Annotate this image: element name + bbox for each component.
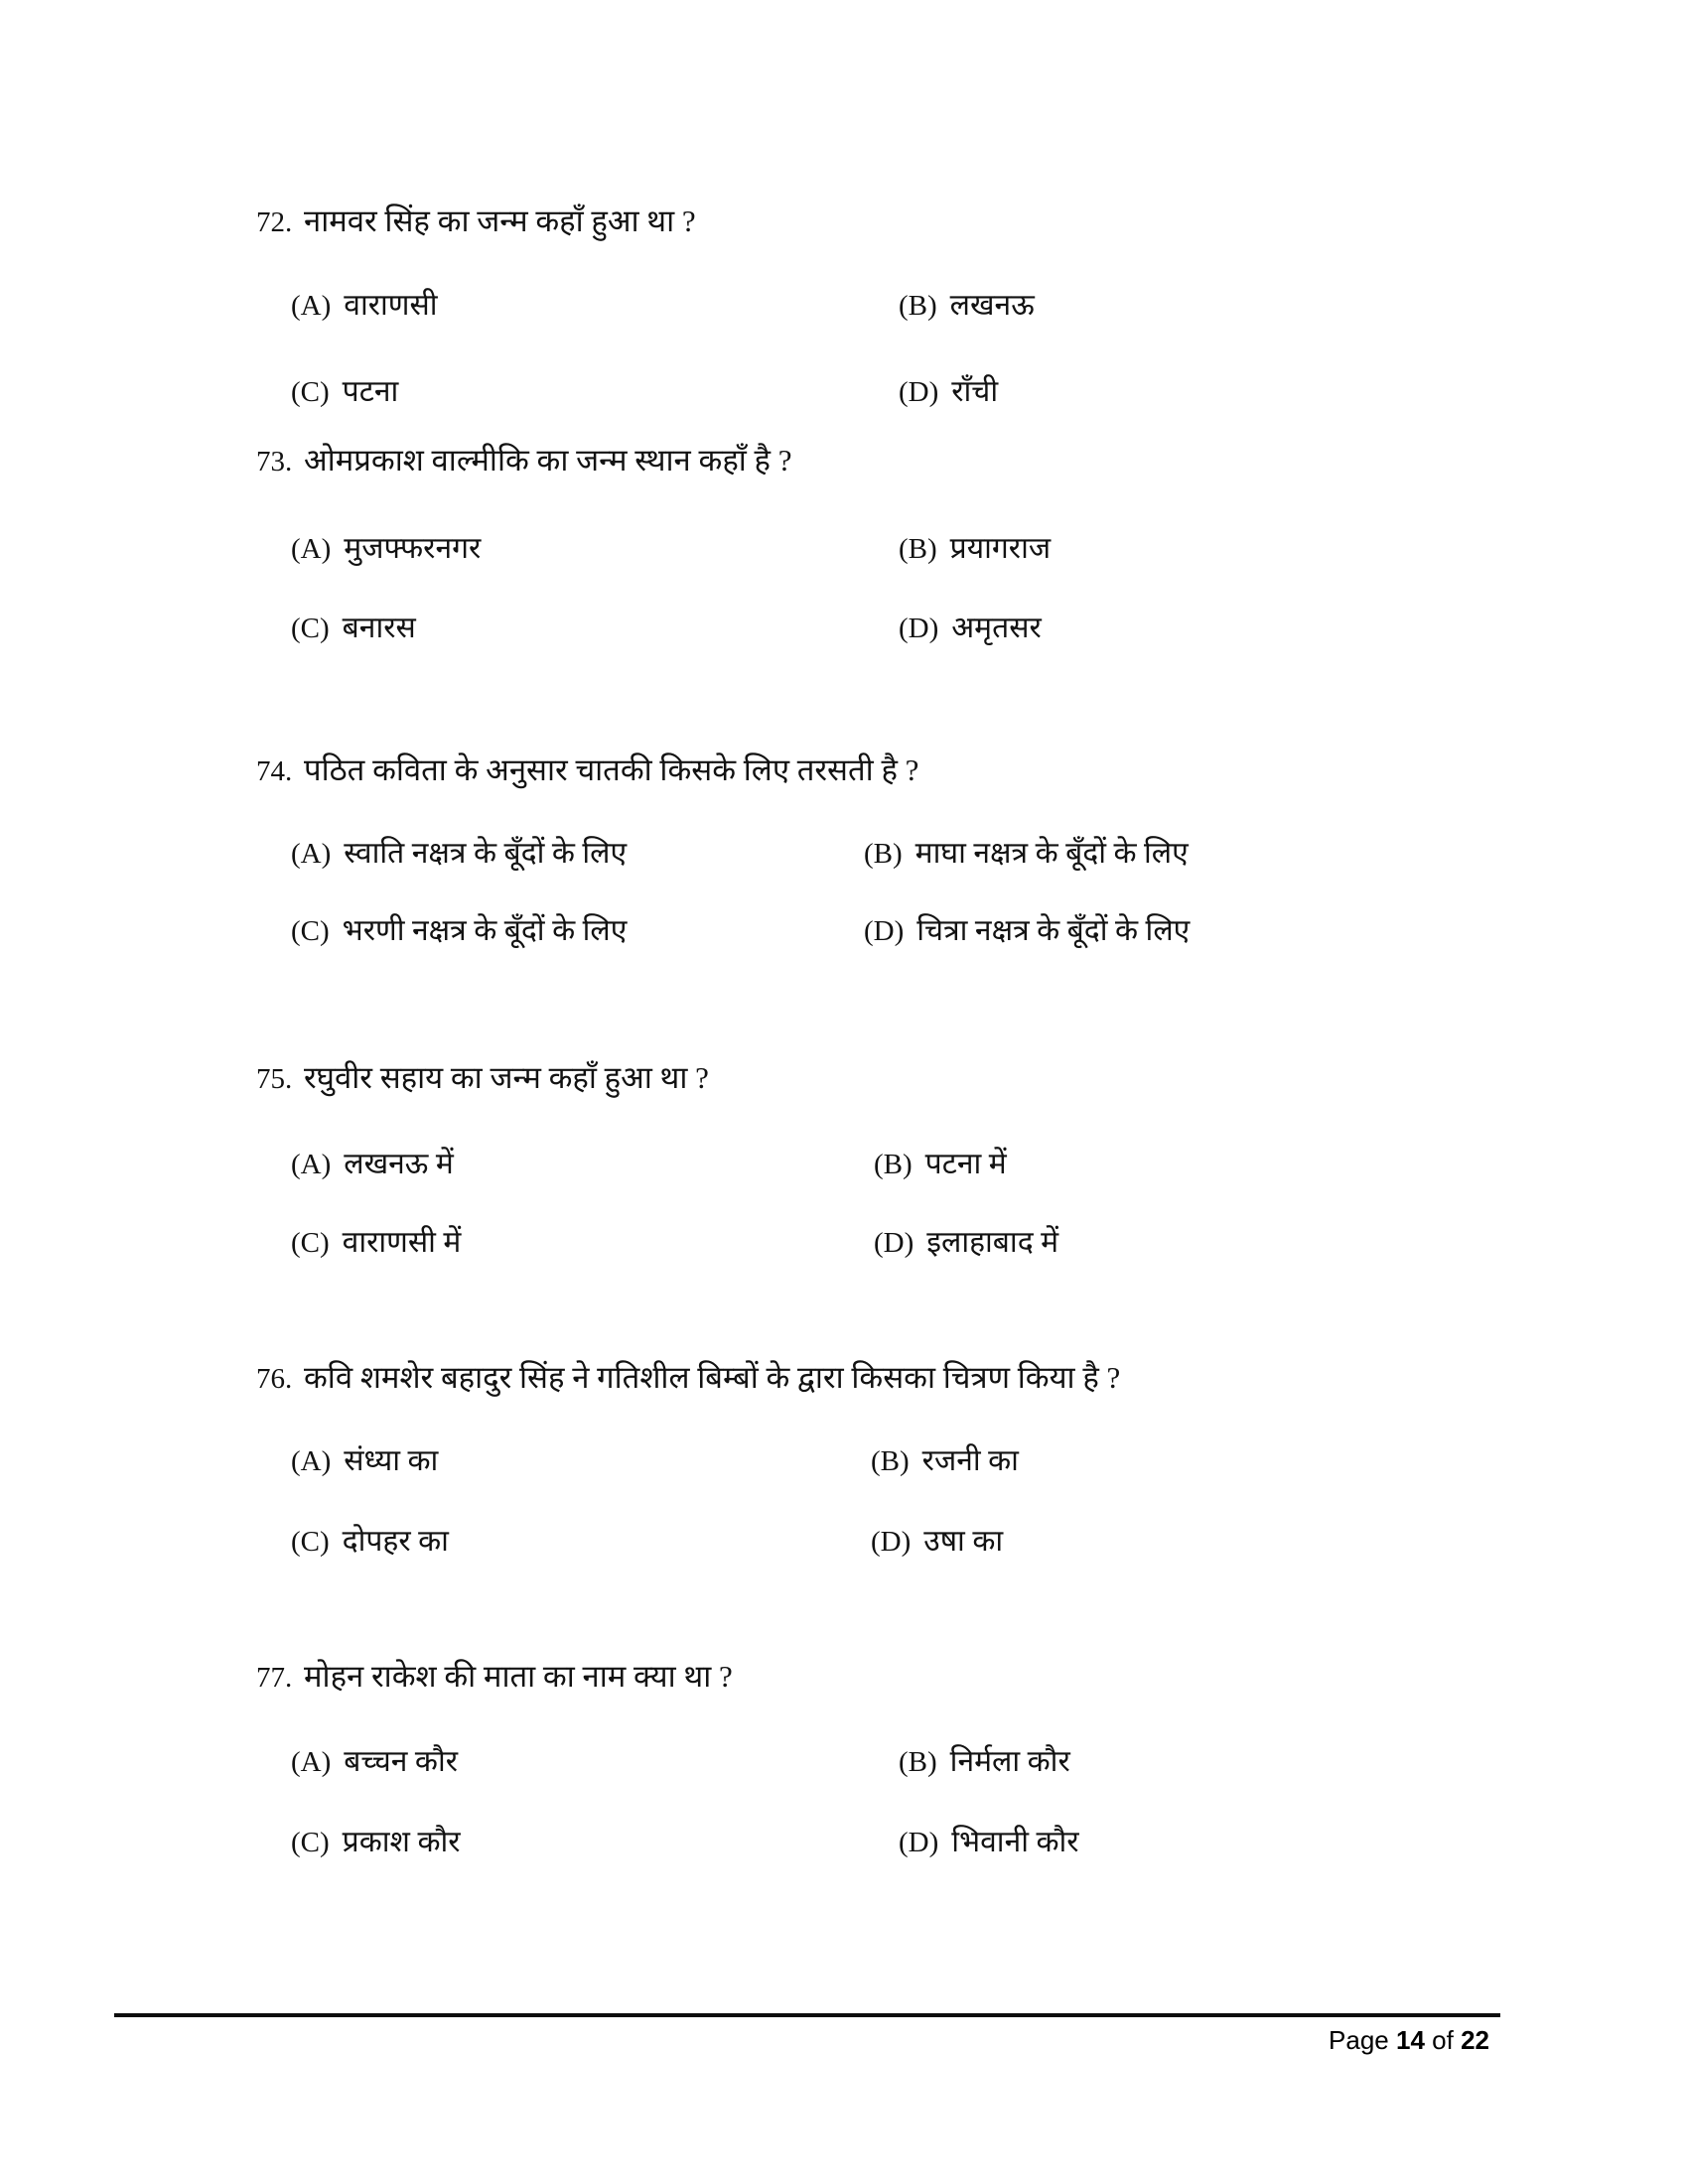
option-label: (B) [899, 290, 937, 322]
option-item [899, 375, 998, 409]
option-item [291, 1444, 438, 1478]
option-text: दोपहर का [342, 1525, 449, 1558]
question-line [256, 1659, 733, 1696]
option-item [291, 1226, 461, 1260]
option-text: संध्या का [344, 1444, 439, 1477]
option-text: उषा का [923, 1525, 1004, 1558]
option-label: (B) [899, 1746, 937, 1778]
option-item [899, 612, 1042, 645]
footer-of-label: of [1432, 2025, 1454, 2055]
option-item [291, 289, 438, 323]
option-item [899, 1745, 1070, 1779]
question-number: 75. [256, 1063, 293, 1095]
option-label: (A) [291, 290, 332, 322]
option-item [899, 1826, 1079, 1859]
option-item [291, 914, 627, 948]
option-item [291, 375, 398, 409]
question-number: 72. [256, 206, 293, 238]
option-text: भिवानी कौर [951, 1826, 1079, 1858]
option-text: चित्रा नक्षत्र के बूँदों के लिए [916, 914, 1191, 947]
option-text: अमृतसर [951, 612, 1042, 644]
option-text: पटना में [924, 1148, 1007, 1180]
page-footer [114, 2025, 1489, 2055]
option-text: वाराणसी [344, 289, 438, 322]
option-label: (A) [291, 1746, 332, 1778]
option-item [291, 532, 481, 566]
footer-total-pages: 22 [1461, 2025, 1489, 2055]
option-text: प्रकाश कौर [342, 1826, 461, 1858]
question-line [256, 1060, 709, 1097]
option-item [871, 1525, 1003, 1559]
option-label: (A) [291, 1445, 332, 1477]
option-text: लखनऊ में [344, 1148, 454, 1180]
option-item [874, 1226, 1058, 1260]
option-text: राँची [951, 375, 999, 408]
option-text: वाराणसी में [342, 1226, 462, 1259]
option-text: निर्मला कौर [949, 1745, 1070, 1778]
option-item [291, 1148, 454, 1181]
question-text: ओमप्रकाश वाल्मीकि का जन्म स्थान कहाँ है ? [304, 443, 792, 478]
option-label: (C) [291, 1526, 330, 1558]
option-text: बच्चन कौर [344, 1745, 458, 1778]
option-item [864, 914, 1190, 948]
option-label: (B) [864, 838, 903, 870]
option-text: प्रयागराज [949, 532, 1052, 565]
option-text: लखनऊ [949, 289, 1035, 322]
option-label: (C) [291, 1227, 330, 1259]
option-label: (B) [899, 533, 937, 565]
option-label: (C) [291, 1827, 330, 1858]
question-text: नामवर सिंह का जन्म कहाँ हुआ था ? [304, 204, 696, 238]
option-label: (D) [899, 376, 939, 408]
option-text: मुजफ्फरनगर [344, 532, 482, 565]
option-item [899, 289, 1035, 323]
footer-divider [114, 2013, 1500, 2017]
option-label: (C) [291, 376, 330, 408]
question-number: 76. [256, 1363, 293, 1395]
option-label: (C) [291, 915, 330, 947]
option-item [291, 1745, 458, 1779]
option-label: (C) [291, 613, 330, 644]
question-text: कवि शमशेर बहादुर सिंह ने गतिशील बिम्बों के द्वारा किसका चित्रण किया है ? [304, 1360, 1121, 1395]
question-line [256, 1360, 1120, 1397]
option-item [899, 532, 1051, 566]
option-label: (D) [864, 915, 905, 947]
question-line [256, 752, 918, 789]
option-item [291, 1826, 461, 1859]
question-text: पठित कविता के अनुसार चातकी किसके लिए तरसती है ? [304, 752, 919, 787]
option-text: भरणी नक्षत्र के बूँदों के लिए [342, 914, 628, 947]
option-item [871, 1444, 1019, 1478]
option-text: पटना [342, 375, 399, 408]
option-label: (D) [899, 1827, 939, 1858]
question-number: 73. [256, 446, 293, 478]
question-number: 74. [256, 755, 293, 787]
option-label: (D) [874, 1227, 914, 1259]
option-item [291, 1525, 449, 1559]
option-label: (D) [871, 1526, 912, 1558]
option-item [291, 612, 416, 645]
option-text: रजनी का [921, 1444, 1019, 1477]
footer-page-label: Page [1329, 2025, 1389, 2055]
question-line [256, 204, 696, 240]
option-label: (A) [291, 533, 332, 565]
option-text: माघा नक्षत्र के बूँदों के लिए [914, 837, 1189, 870]
option-label: (B) [871, 1445, 910, 1477]
option-label: (A) [291, 1149, 332, 1180]
option-text: बनारस [342, 612, 416, 644]
question-text: रघुवीर सहाय का जन्म कहाँ हुआ था ? [304, 1060, 709, 1095]
option-text: इलाहाबाद में [926, 1226, 1059, 1259]
option-text: स्वाति नक्षत्र के बूँदों के लिए [344, 837, 628, 870]
footer-current-page: 14 [1396, 2025, 1425, 2055]
option-item [291, 837, 627, 871]
option-label: (B) [874, 1149, 913, 1180]
option-label: (A) [291, 838, 332, 870]
option-item [864, 837, 1189, 871]
option-label: (D) [899, 613, 939, 644]
question-line [256, 443, 792, 479]
option-item [874, 1148, 1007, 1181]
question-number: 77. [256, 1662, 293, 1694]
question-text: मोहन राकेश की माता का नाम क्या था ? [304, 1659, 733, 1694]
